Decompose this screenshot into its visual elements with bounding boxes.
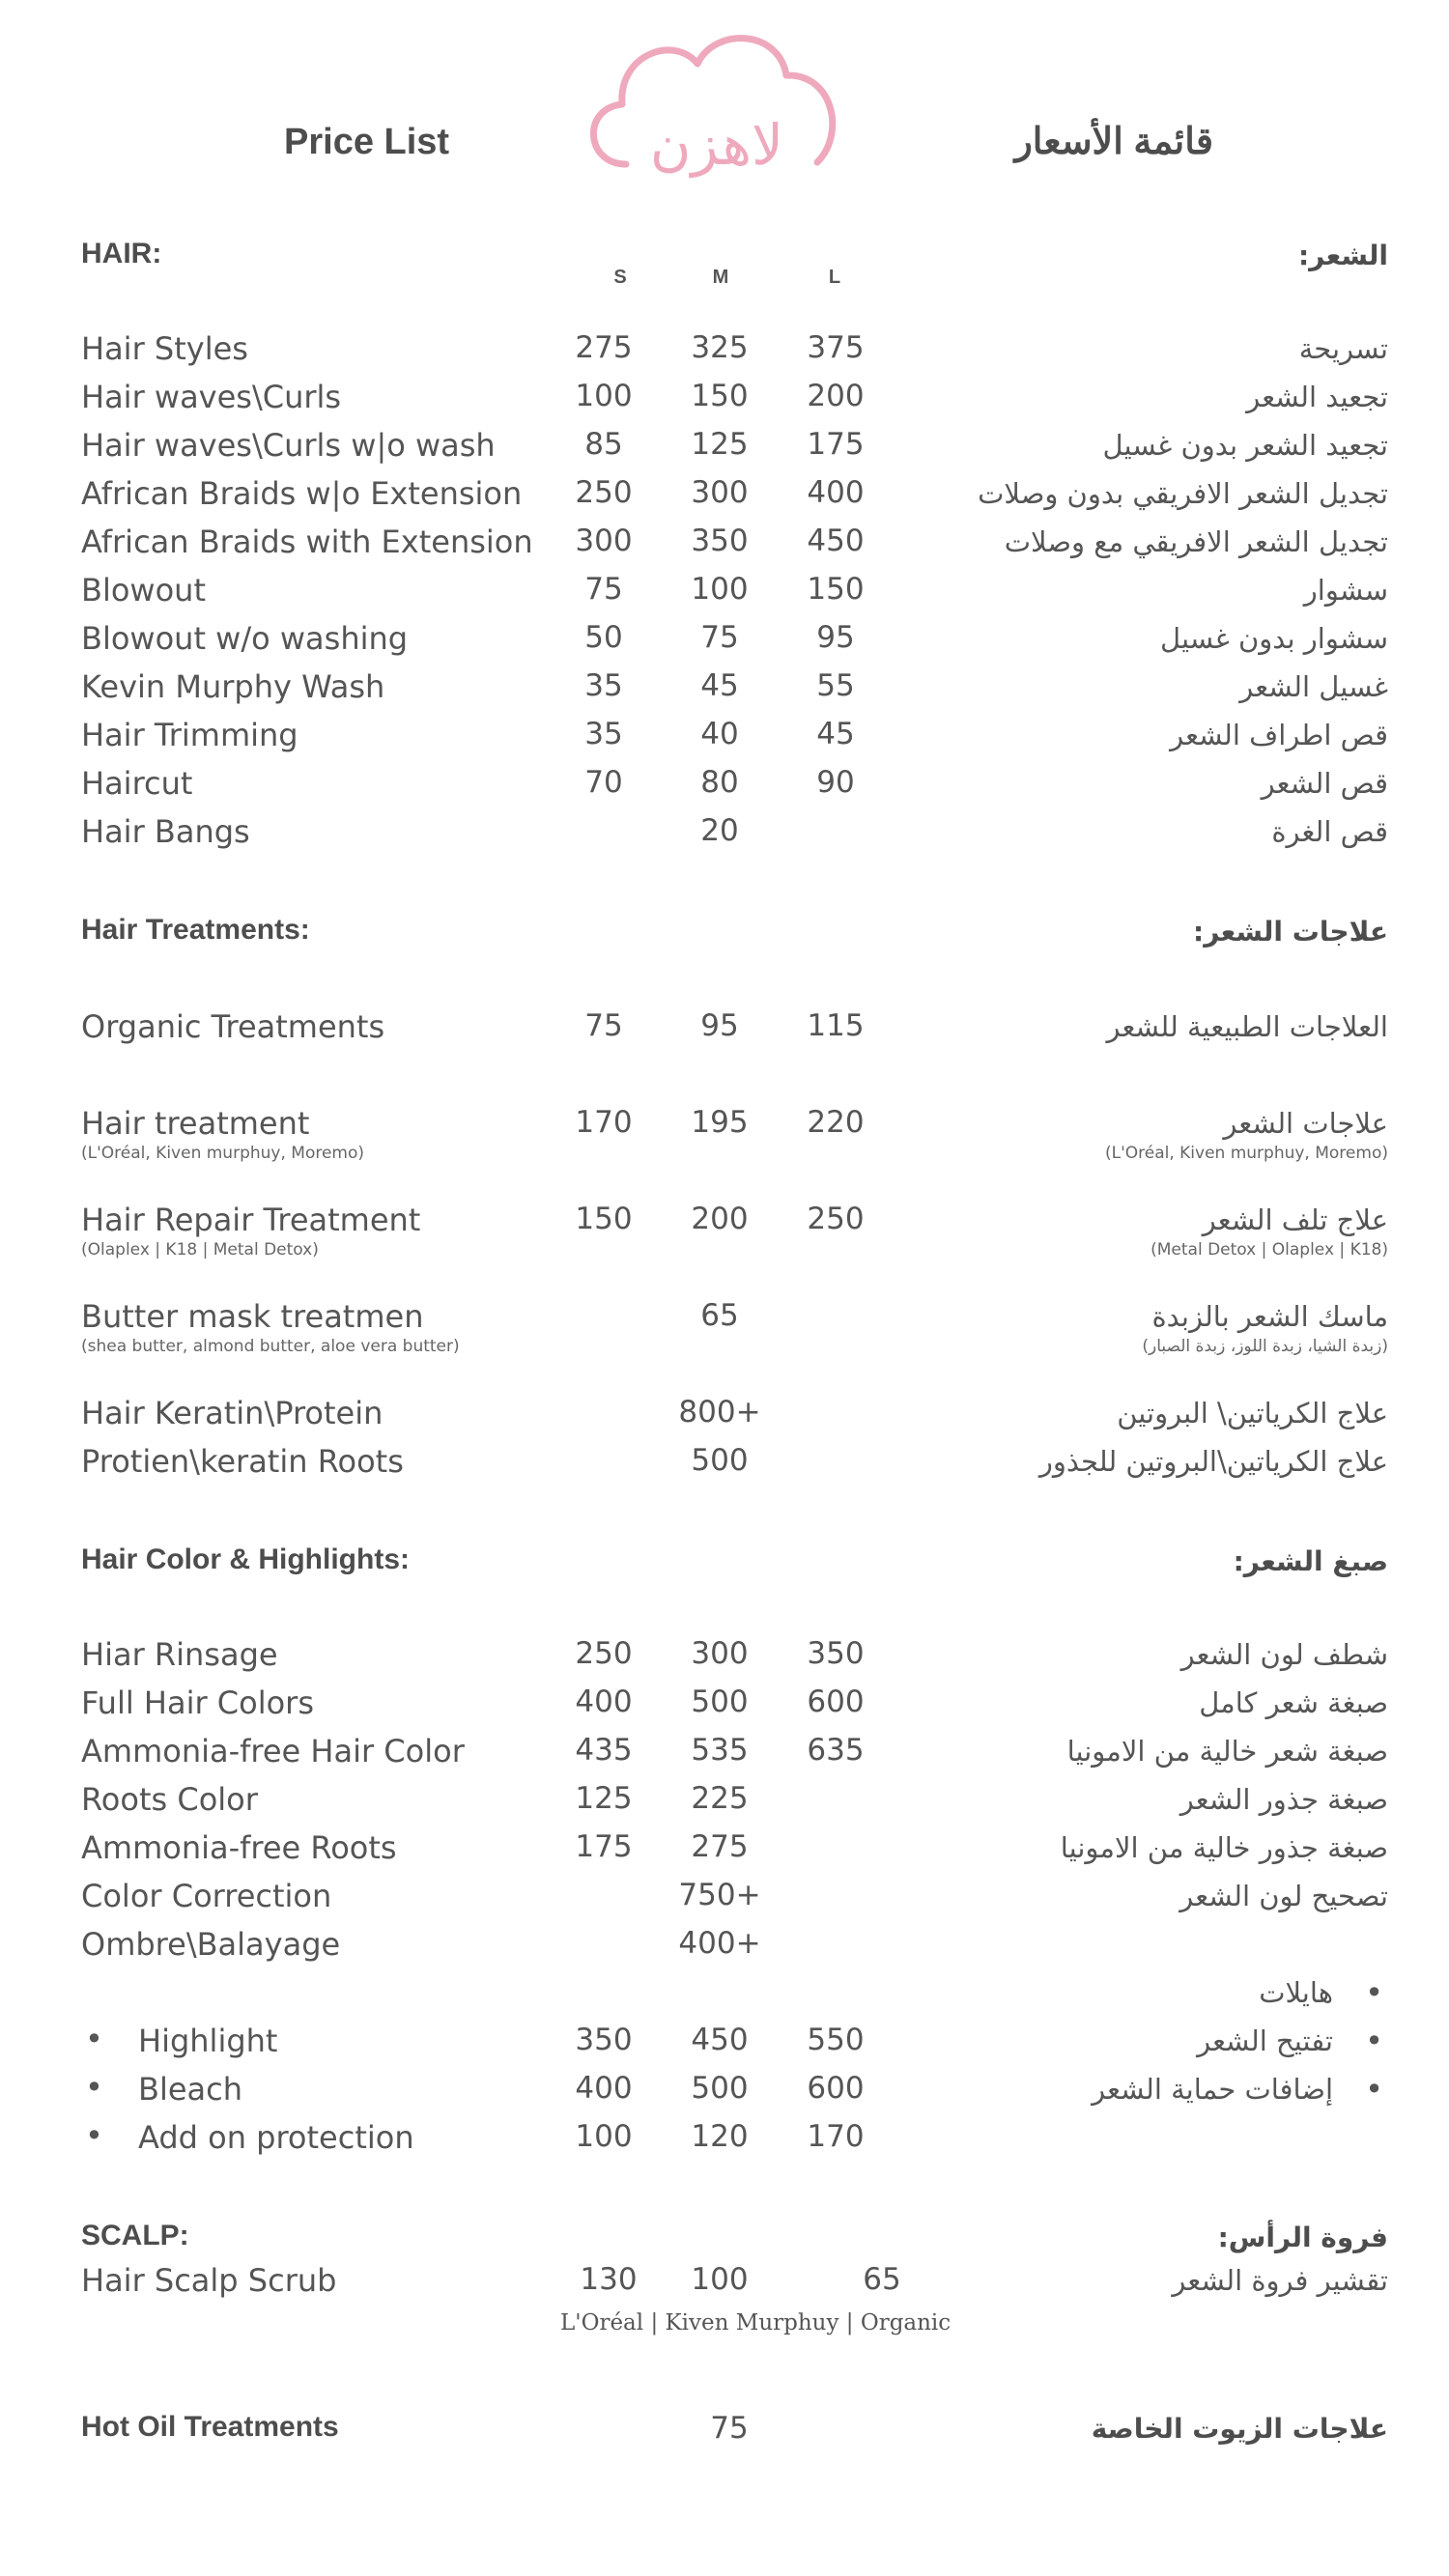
service-name-ar: قص الغرة [1271,815,1388,848]
service-name: Blowout [81,572,206,609]
service-name: Hair Repair Treatment [81,1202,421,1238]
price-m: 400+ [678,1926,761,1961]
service-name-ar: تجديل الشعر الافريقي بدون وصلات [978,477,1388,510]
price-s: 35 [584,668,623,703]
service-name: Full Hair Colors [81,1684,314,1721]
service-name-ar: تصحيح لون الشعر [1179,1880,1388,1912]
service-name-ar: تجعيد الشعر [1246,381,1388,413]
price-l: 350 [807,1636,865,1671]
scalp-price-kiven: 100 [691,2262,749,2297]
scalp-price-organic: 65 [863,2262,901,2297]
service-name: Kevin Murphy Wash [81,668,385,705]
bullet-dot-icon: • [1365,2023,1383,2059]
price-m: 120 [691,2119,749,2154]
bullet-item-ar: تفتيح الشعر [1197,2024,1333,2057]
service-name-ar: صبغة شعر خالية من الامونيا [1066,1735,1388,1768]
price-s: 400 [575,1684,633,1719]
service-name: Hair Trimming [81,717,298,753]
bullet-item: Add on protection [138,2119,414,2156]
service-name: Hair waves\Curls [81,379,342,415]
service-name-ar: ماسك الشعر بالزبدة [1151,1300,1388,1333]
price-m: 195 [691,1105,749,1140]
service-name: Blowout w/o washing [81,620,409,657]
service-name-ar: صبغة شعر كامل [1199,1686,1388,1719]
bullet-item-ar: إضافات حماية الشعر [1092,2073,1333,2106]
price-m: 80 [700,765,739,800]
price-s: 300 [575,524,633,558]
bullet-item-ar: هايلات [1259,1976,1333,2009]
price-l: 115 [807,1008,865,1043]
price-s: 75 [584,572,623,607]
scalp-brand-labels: L'Oréal | Kiven Murphuy | Organic [560,2310,952,2335]
service-name-ar: تسريحة [1298,332,1388,365]
price-m: 325 [691,330,749,365]
price-s: 100 [575,2119,633,2154]
logo [580,19,855,203]
price-m: 225 [691,1781,749,1816]
service-name: African Braids with Extension [81,524,533,560]
price-m: 300 [691,475,749,510]
price-s: 250 [575,475,633,510]
price-m: 100 [691,572,749,607]
price-m: 535 [691,1733,749,1768]
service-name: Hair waves\Curls w|o wash [81,427,496,464]
price-m: 75 [700,620,739,655]
price-m: 95 [700,1008,739,1043]
price-l: 400 [807,475,865,510]
treatments-section-title: Hair Treatments: [81,914,310,946]
service-name-ar: تجديل الشعر الافريقي مع وصلات [1004,525,1388,558]
scalp-section-title-ar: فروة الرأس: [1217,2222,1388,2253]
price-l: 250 [807,1202,865,1236]
scalp-service-name: Hair Scalp Scrub [81,2262,337,2299]
price-l: 150 [807,572,865,607]
hair-section-title-ar: الشعر: [1297,240,1388,271]
price-s: 100 [575,379,633,413]
service-name-ar: علاج الكرياتين\ البروتين [1117,1397,1388,1430]
bullet-item: Bleach [138,2071,243,2108]
bullet-dot-icon: • [85,2069,103,2106]
scalp-price-loreal: 130 [580,2262,638,2297]
price-l: 600 [807,1684,865,1719]
price-s: 50 [584,620,623,655]
price-m: 150 [691,379,749,413]
service-name-ar: قص الشعر [1261,767,1388,800]
service-brands: (L'Oréal, Kiven murphuy, Moremo) [81,1144,365,1163]
price-l: 45 [816,717,855,751]
price-s: 250 [575,1636,633,1671]
size-header-s: S [613,267,627,288]
price-m: 750+ [678,1878,761,1912]
service-name: Hair treatment [81,1105,310,1142]
price-s: 435 [575,1733,633,1768]
service-name-ar: علاج تلف الشعر [1202,1203,1388,1236]
price-m: 125 [691,427,749,462]
price-l: 600 [807,2071,865,2106]
price-l: 200 [807,379,865,413]
service-brands-ar: (L'Oréal, Kiven murphuy, Moremo) [1104,1144,1388,1163]
price-m: 500 [691,1443,749,1478]
price-m: 500 [691,1684,749,1719]
service-brands-ar: (Metal Detox | Olaplex | K18) [1151,1240,1388,1260]
price-l: 450 [807,524,865,558]
price-s: 175 [575,1829,633,1864]
price-s: 400 [575,2071,633,2106]
service-name: African Braids w|o Extension [81,475,523,512]
service-name-ar: العلاجات الطبيعية للشعر [1106,1010,1388,1043]
service-name-ar: غسيل الشعر [1239,670,1388,703]
size-header-l: L [828,267,841,288]
price-s: 170 [575,1105,633,1140]
price-s: 150 [575,1202,633,1236]
price-s: 350 [575,2023,633,2057]
service-name: Protien\keratin Roots [81,1443,404,1480]
service-name: Color Correction [81,1878,332,1914]
price-m: 500 [691,2071,749,2106]
service-name-ar: سشوار [1303,574,1388,607]
bullet-dot-icon: • [85,2117,103,2154]
logo-text: لاهزن [649,112,784,178]
service-name-ar: تجعيد الشعر بدون غسيل [1102,429,1388,462]
hot-oil-price: 75 [710,2411,749,2446]
price-s: 125 [575,1781,633,1816]
price-l: 95 [816,620,855,655]
price-m: 350 [691,524,749,558]
service-name: Ammonia-free Hair Color [81,1733,465,1769]
price-l: 220 [807,1105,865,1140]
price-l: 635 [807,1733,865,1768]
bullet-dot-icon: • [85,2021,103,2057]
service-name: Hair Bangs [81,813,250,850]
size-header-m: M [712,267,729,288]
page-title-ar: قائمة الأسعار [1014,122,1213,162]
service-name-ar: علاجات الشعر [1223,1107,1388,1140]
service-name: Butter mask treatmen [81,1298,424,1335]
service-name-ar: سشوار بدون غسيل [1160,622,1388,655]
scalp-section-title: SCALP: [81,2220,189,2251]
service-name-ar: صبغة جذور الشعر [1179,1783,1388,1816]
service-brands-ar: (زبدة الشيا، زبدة اللوز، زبدة الصبار) [1142,1337,1388,1356]
price-s: 35 [584,717,623,751]
price-l: 55 [816,668,855,703]
service-name: Ombre\Balayage [81,1926,341,1963]
hot-oil-title: Hot Oil Treatments [81,2411,339,2443]
price-m: 300 [691,1636,749,1671]
service-name-ar: صبغة جذور خالية من الامونيا [1060,1831,1388,1864]
price-m: 20 [700,813,739,848]
bullet-dot-icon: • [1365,1974,1383,2011]
service-name: Organic Treatments [81,1008,385,1045]
hot-oil-title-ar: علاجات الزيوت الخاصة [1091,2413,1388,2445]
price-m: 275 [691,1829,749,1864]
service-name: Ammonia-free Roots [81,1829,397,1866]
price-l: 170 [807,2119,865,2154]
hair-section-title: HAIR: [81,238,162,269]
price-m: 200 [691,1202,749,1236]
price-l: 175 [807,427,865,462]
color-section-title: Hair Color & Highlights: [81,1543,410,1575]
price-m: 40 [700,717,739,751]
price-s: 75 [584,1008,623,1043]
price-s: 70 [584,765,623,800]
service-name: Roots Color [81,1781,258,1818]
treatments-section-title-ar: علاجات الشعر: [1193,916,1388,948]
service-name: Hair Styles [81,330,248,367]
price-m: 65 [700,1298,739,1333]
scalp-service-name-ar: تقشير فروة الشعر [1172,2264,1388,2297]
service-brands: (shea butter, almond butter, aloe vera butter) [81,1337,460,1356]
bullet-dot-icon: • [1365,2071,1383,2108]
price-m: 800+ [678,1395,761,1430]
service-brands: (Olaplex | K18 | Metal Detox) [81,1240,319,1260]
bullet-item: Highlight [138,2023,278,2059]
service-name-ar: قص اطراف الشعر [1170,719,1388,751]
service-name-ar: شطف لون الشعر [1180,1638,1388,1671]
price-s: 275 [575,330,633,365]
price-s: 85 [584,427,623,462]
price-l: 550 [807,2023,865,2057]
price-l: 375 [807,330,865,365]
page-title-en: Price List [284,122,450,162]
price-l: 90 [816,765,855,800]
service-name: Hiar Rinsage [81,1636,278,1673]
price-m: 450 [691,2023,749,2057]
price-m: 45 [700,668,739,703]
color-section-title-ar: صبغ الشعر: [1233,1545,1388,1577]
service-name: Hair Keratin\Protein [81,1395,384,1431]
service-name: Haircut [81,765,193,802]
service-name-ar: علاج الكرياتين\البروتين للجذور [1038,1445,1388,1478]
